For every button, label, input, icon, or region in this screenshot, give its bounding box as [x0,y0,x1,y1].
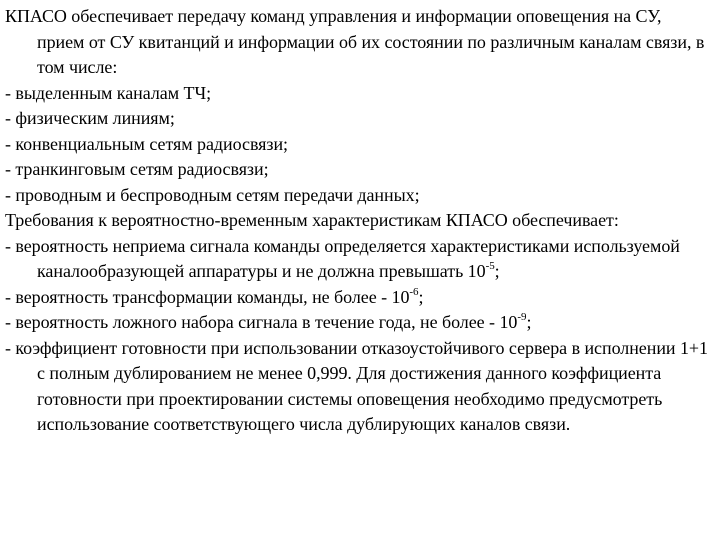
channel-item-data-networks: - проводным и беспроводным сетям передачи данных; [5,184,420,205]
channel-item-physical-lines: - физическим линиям; [5,108,175,128]
requirement-nonreception-text: - вероятность неприема сигнала команды определяется характеристиками используемой каналообразующей аппаратуры и не должна превышать 10 [5,235,680,281]
requirement-false-dial-tail: ; [526,312,532,332]
requirement-nonreception-tail: ; [494,261,500,281]
requirement-transformation-text: - вероятность трансформации команды, не более - 10 [5,286,410,307]
requirement-availability: - коэффициент готовности при использовании отказоустойчивого сервера в исполнении 1+1 с полным дублированием не менее 0,999. Для достижения данного коэффициента готовности при проектировании системы оповещения необходимо предусмотреть использование соответствующего числа дублирующих каналов связи. [5,337,708,434]
requirement-false-dial [5,310,713,336]
requirement-false-dial-exponent: -9 [517,311,527,323]
channel-item-voice-frequency: - выделенным каналам ТЧ; [5,82,212,103]
requirement-nonreception-exponent: -5 [485,260,495,272]
requirement-transformation-tail: ; [418,286,424,307]
channel-item-trunking-radio: - транкинговым сетям радиосвязи; [5,159,269,179]
requirements-heading: Требования к вероятностно-временным характеристикам КПАСО обеспечивает: [5,210,619,230]
requirement-transformation-exponent: -6 [409,285,419,298]
channel-item-conventional-radio: - конвенциальным сетям радиосвязи; [5,133,288,154]
text-block [5,4,713,438]
intro-paragraph: КПАСО обеспечивает передачу команд управления и информации оповещения на СУ, прием от СУ квитанций и информации об их состоянии по различным каналам связи, в том числе: [5,6,705,77]
requirement-nonreception [5,234,713,285]
requirement-transformation [5,285,713,311]
requirement-false-dial-text: - вероятность ложного набора сигнала в течение года, не более - 10 [5,312,518,332]
